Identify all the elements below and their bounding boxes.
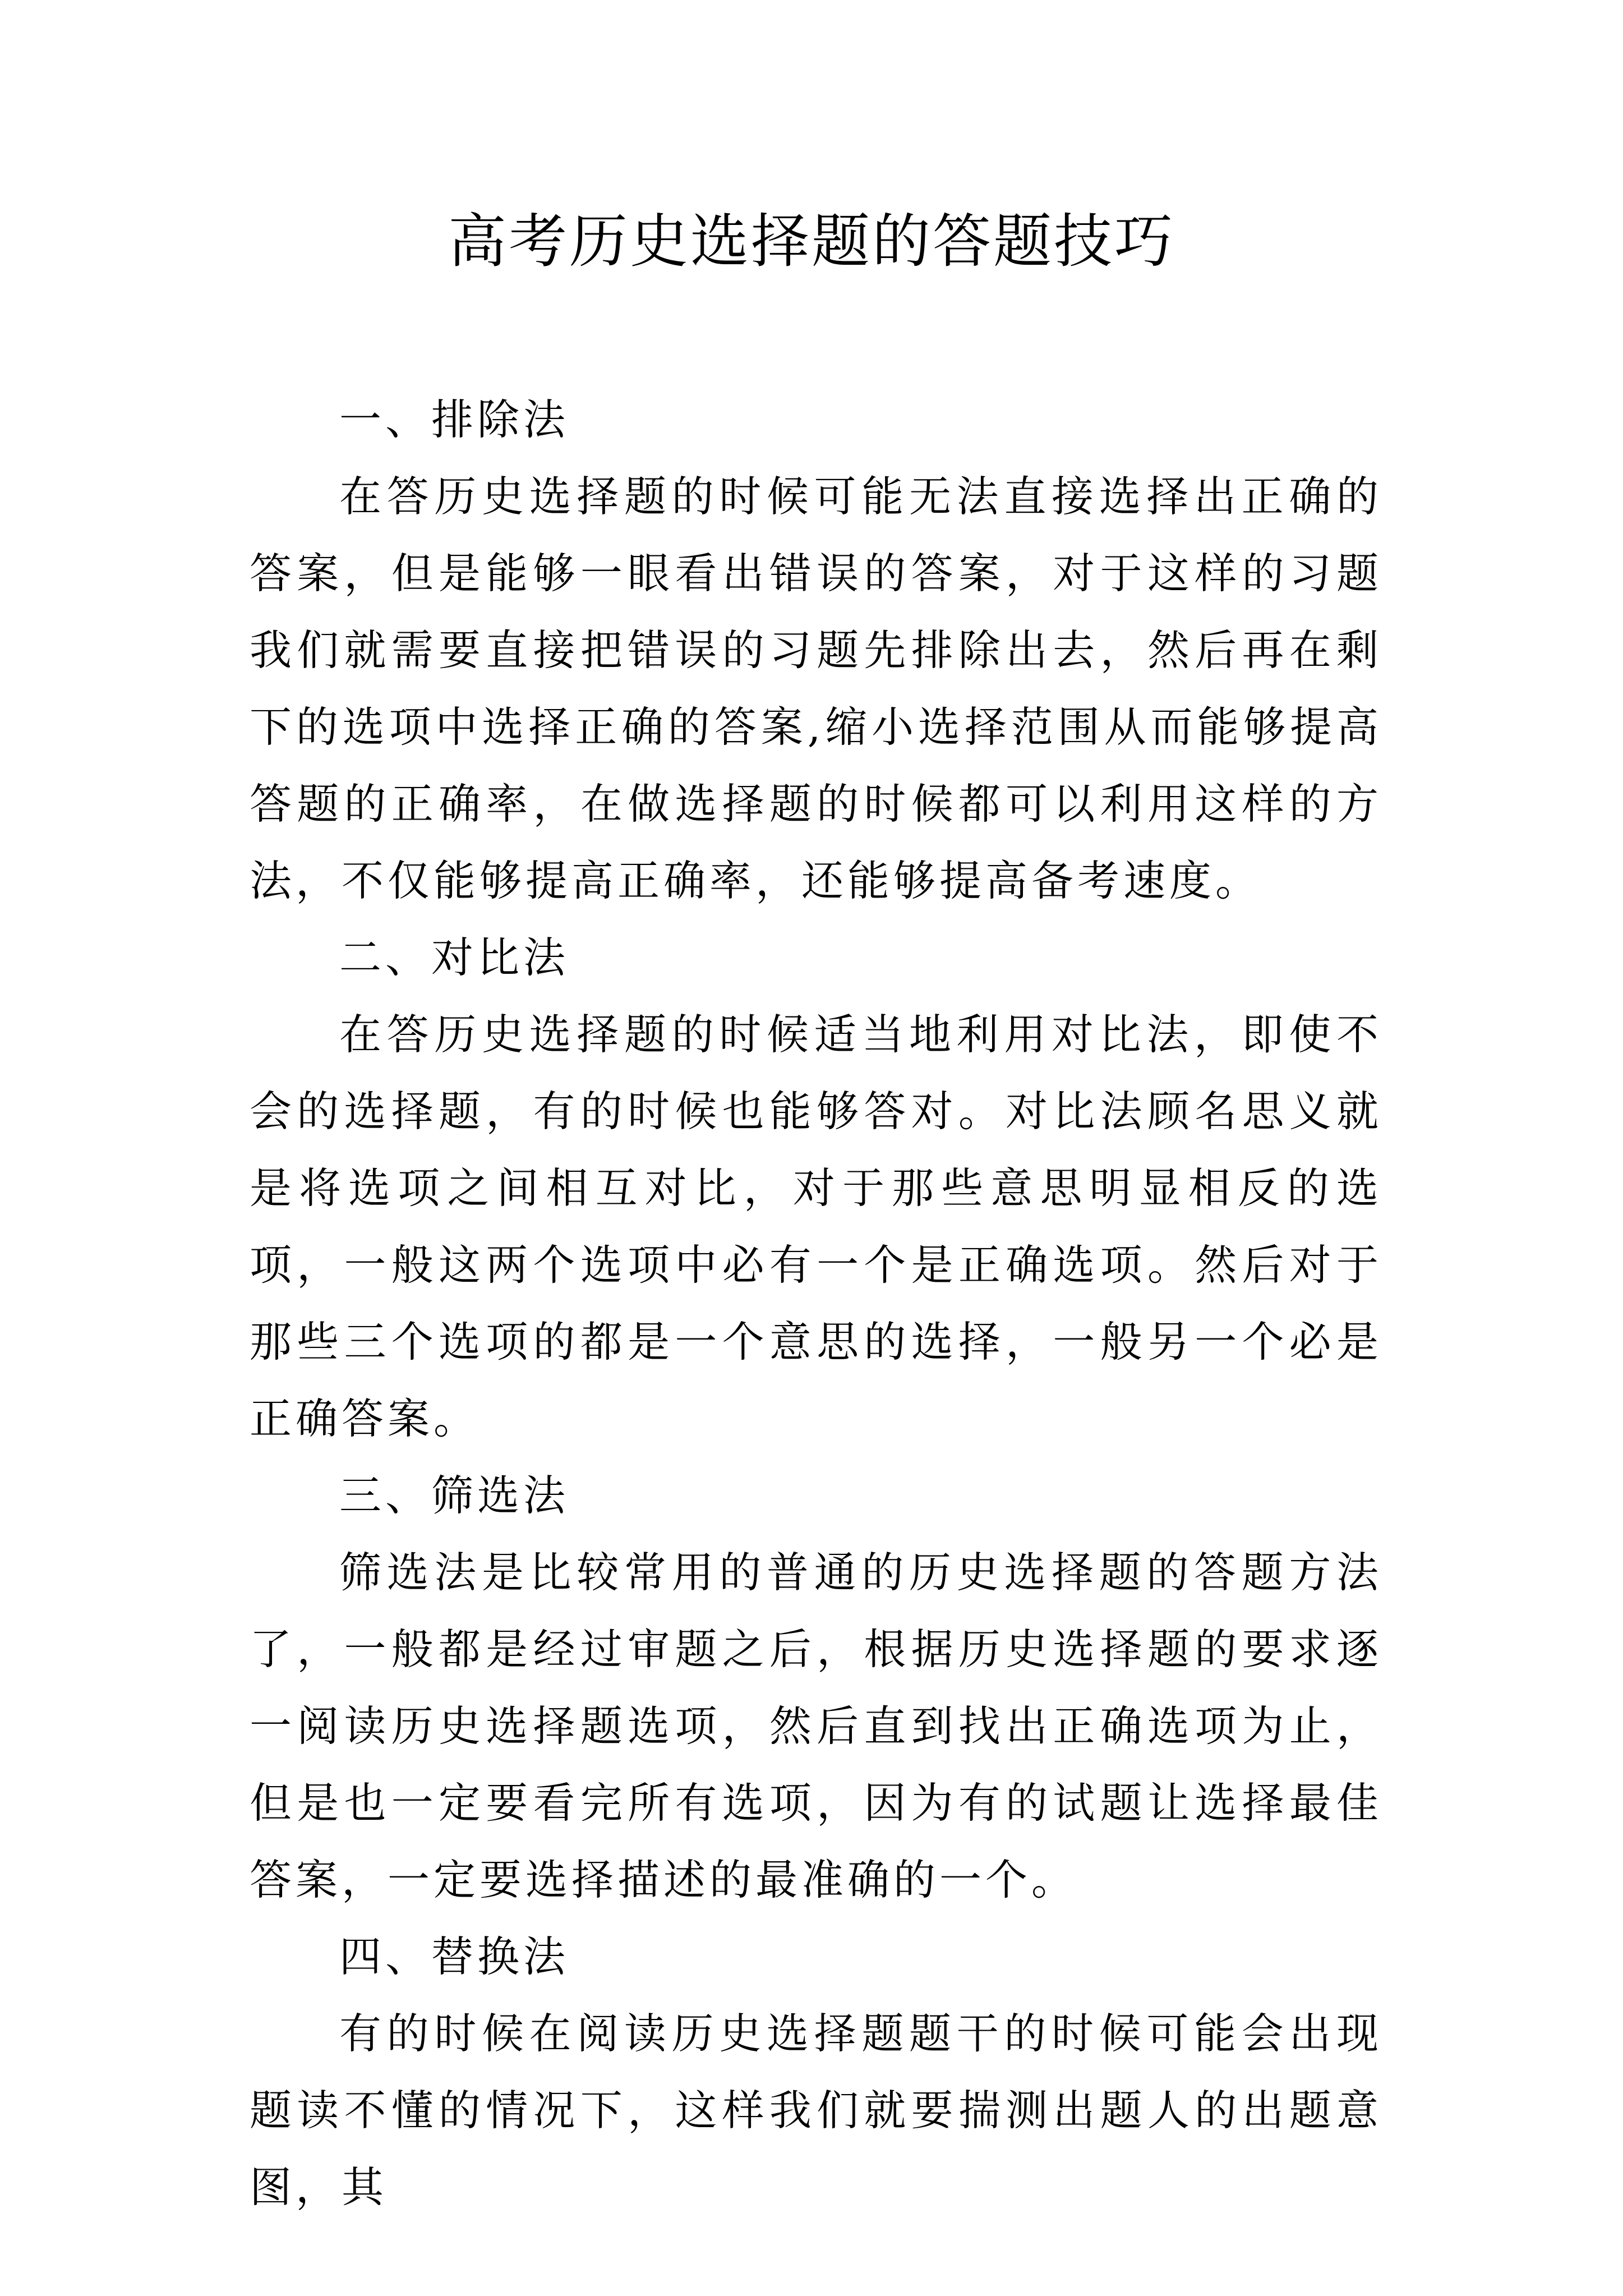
section-paragraph-2: 在答历史选择题的时候适当地利用对比法，即使不会的选择题，有的时候也能够答对。对比法顾名思义就是将选项之间相互对比，对于那些意思明显相反的选项，一般这两个选项中必有一个是正确选项。然后对于那些三个选项的都是一个意思的选择，一般另一个必是正确答案。 — [250, 1010, 1382, 1443]
section-heading-1: 一、排除法 — [339, 395, 570, 444]
section-paragraph-1: 在答历史选择题的时候可能无法直接选择出正确的答案，但是能够一眼看出错误的答案，对于这样的习题我们就需要直接把错误的习题先排除出去，然后再在剩下的选项中选择正确的答案,缩小选择范围从而能够提高答题的正确率，在做选择题的时候都可以利用这样的方法，不仅能够提高正确率，还能够提高备考速度。 — [250, 472, 1382, 905]
section-heading-2: 二、对比法 — [339, 933, 570, 982]
section-heading-4: 四、替换法 — [339, 1932, 570, 1981]
document-body — [250, 381, 1382, 2226]
section-paragraph-3: 筛选法是比较常用的普通的历史选择题的答题方法了，一般都是经过审题之后，根据历史选择题的要求逐一阅读历史选择题选项，然后直到找出正确选项为止，但是也一定要看完所有选项，因为有的试题让选择最佳答案，一定要选择描述的最准确的一个。 — [250, 1548, 1382, 1904]
document-title: 高考历史选择题的答题技巧 — [448, 207, 1175, 275]
section-heading-3: 三、筛选法 — [339, 1471, 570, 1520]
section-paragraph-4: 有的时候在阅读历史选择题题干的时候可能会出现题读不懂的情况下，这样我们就要揣测出题人的出题意图，其 — [250, 2009, 1382, 2212]
